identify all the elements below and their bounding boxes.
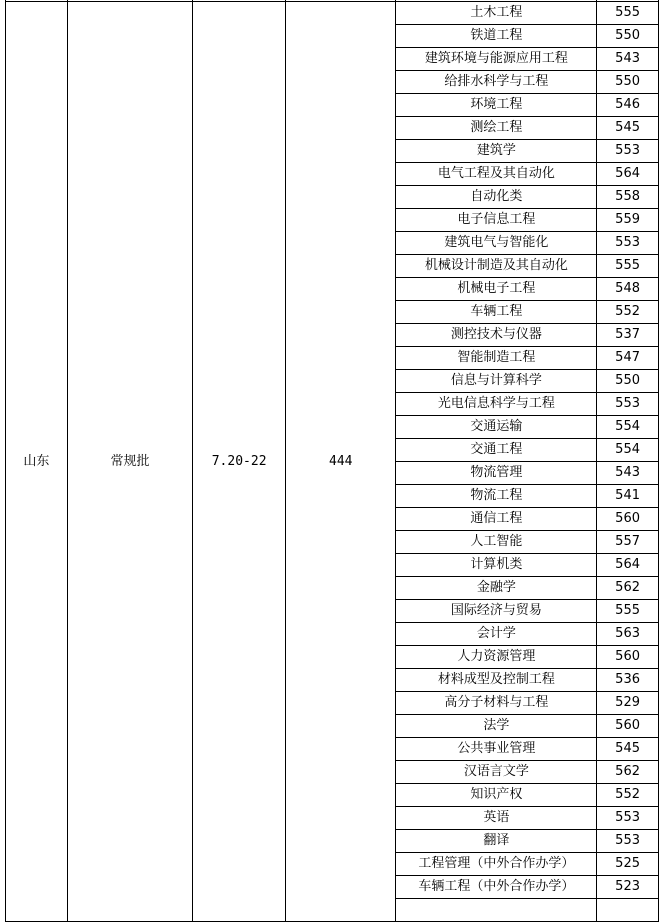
major-name-cell: 铁道工程 bbox=[396, 25, 597, 48]
min-score-cell: 553 bbox=[597, 232, 659, 255]
major-name-cell: 车辆工程 bbox=[396, 301, 597, 324]
min-score-cell: 548 bbox=[597, 278, 659, 301]
min-score-cell: 560 bbox=[597, 646, 659, 669]
major-name-cell: 会计学 bbox=[396, 623, 597, 646]
min-score-cell: 550 bbox=[597, 71, 659, 94]
major-name-cell: 计算机类 bbox=[396, 554, 597, 577]
major-name-cell: 建筑学 bbox=[396, 140, 597, 163]
min-score-cell: 558 bbox=[597, 186, 659, 209]
major-name-cell: 英语 bbox=[396, 807, 597, 830]
major-name-cell: 汉语言文学 bbox=[396, 761, 597, 784]
major-name-cell: 环境工程 bbox=[396, 94, 597, 117]
min-score-cell: 550 bbox=[597, 370, 659, 393]
batch-cell: 常规批 bbox=[67, 2, 192, 922]
major-name-cell: 交通工程 bbox=[396, 439, 597, 462]
min-score-cell: 560 bbox=[597, 508, 659, 531]
min-score-cell: 554 bbox=[597, 416, 659, 439]
major-name-cell: 通信工程 bbox=[396, 508, 597, 531]
major-name-cell: 人力资源管理 bbox=[396, 646, 597, 669]
major-name-cell: 高分子材料与工程 bbox=[396, 692, 597, 715]
min-score-cell: 541 bbox=[597, 485, 659, 508]
min-score-cell: 547 bbox=[597, 347, 659, 370]
min-score-cell: 553 bbox=[597, 393, 659, 416]
min-score-cell: 559 bbox=[597, 209, 659, 232]
major-name-cell: 翻译 bbox=[396, 830, 597, 853]
major-name-cell: 光电信息科学与工程 bbox=[396, 393, 597, 416]
min-score-cell: 552 bbox=[597, 301, 659, 324]
trailing-cell bbox=[396, 899, 597, 922]
min-score-cell: 555 bbox=[597, 2, 659, 25]
total-count-cell: 444 bbox=[286, 2, 396, 922]
major-name-cell: 给排水科学与工程 bbox=[396, 71, 597, 94]
min-score-cell: 552 bbox=[597, 784, 659, 807]
min-score-cell: 562 bbox=[597, 761, 659, 784]
min-score-cell: 555 bbox=[597, 600, 659, 623]
min-score-cell: 553 bbox=[597, 830, 659, 853]
min-score-cell: 550 bbox=[597, 25, 659, 48]
min-score-cell: 562 bbox=[597, 577, 659, 600]
min-score-cell: 537 bbox=[597, 324, 659, 347]
major-name-cell: 物流工程 bbox=[396, 485, 597, 508]
min-score-cell: 543 bbox=[597, 48, 659, 71]
major-name-cell: 测控技术与仪器 bbox=[396, 324, 597, 347]
min-score-cell: 553 bbox=[597, 140, 659, 163]
major-name-cell: 材料成型及控制工程 bbox=[396, 669, 597, 692]
major-name-cell: 土木工程 bbox=[396, 2, 597, 25]
major-name-cell: 建筑电气与智能化 bbox=[396, 232, 597, 255]
min-score-cell: 523 bbox=[597, 876, 659, 899]
major-name-cell: 车辆工程（中外合作办学） bbox=[396, 876, 597, 899]
major-name-cell: 机械电子工程 bbox=[396, 278, 597, 301]
min-score-cell: 557 bbox=[597, 531, 659, 554]
min-score-cell: 545 bbox=[597, 738, 659, 761]
major-name-cell: 知识产权 bbox=[396, 784, 597, 807]
min-score-cell: 545 bbox=[597, 117, 659, 140]
major-name-cell: 电气工程及其自动化 bbox=[396, 163, 597, 186]
major-name-cell: 金融学 bbox=[396, 577, 597, 600]
min-score-cell: 525 bbox=[597, 853, 659, 876]
min-score-cell: 555 bbox=[597, 255, 659, 278]
min-score-cell: 554 bbox=[597, 439, 659, 462]
major-name-cell: 交通运输 bbox=[396, 416, 597, 439]
trailing-cell bbox=[597, 899, 659, 922]
major-name-cell: 物流管理 bbox=[396, 462, 597, 485]
min-score-cell: 563 bbox=[597, 623, 659, 646]
major-name-cell: 电子信息工程 bbox=[396, 209, 597, 232]
major-name-cell: 法学 bbox=[396, 715, 597, 738]
min-score-cell: 553 bbox=[597, 807, 659, 830]
province-cell: 山东 bbox=[6, 2, 68, 922]
min-score-cell: 546 bbox=[597, 94, 659, 117]
major-name-cell: 机械设计制造及其自动化 bbox=[396, 255, 597, 278]
date-cell: 7.20-22 bbox=[193, 2, 286, 922]
major-name-cell: 智能制造工程 bbox=[396, 347, 597, 370]
major-name-cell: 人工智能 bbox=[396, 531, 597, 554]
table-row bbox=[6, 2, 659, 25]
major-name-cell: 自动化类 bbox=[396, 186, 597, 209]
min-score-cell: 564 bbox=[597, 554, 659, 577]
major-name-cell: 建筑环境与能源应用工程 bbox=[396, 48, 597, 71]
table-body bbox=[6, 0, 659, 922]
major-name-cell: 工程管理（中外合作办学） bbox=[396, 853, 597, 876]
min-score-cell: 564 bbox=[597, 163, 659, 186]
major-name-cell: 测绘工程 bbox=[396, 117, 597, 140]
admission-score-table bbox=[5, 0, 659, 922]
min-score-cell: 536 bbox=[597, 669, 659, 692]
major-name-cell: 信息与计算科学 bbox=[396, 370, 597, 393]
major-name-cell: 国际经济与贸易 bbox=[396, 600, 597, 623]
major-name-cell: 公共事业管理 bbox=[396, 738, 597, 761]
min-score-cell: 560 bbox=[597, 715, 659, 738]
min-score-cell: 529 bbox=[597, 692, 659, 715]
min-score-cell: 543 bbox=[597, 462, 659, 485]
